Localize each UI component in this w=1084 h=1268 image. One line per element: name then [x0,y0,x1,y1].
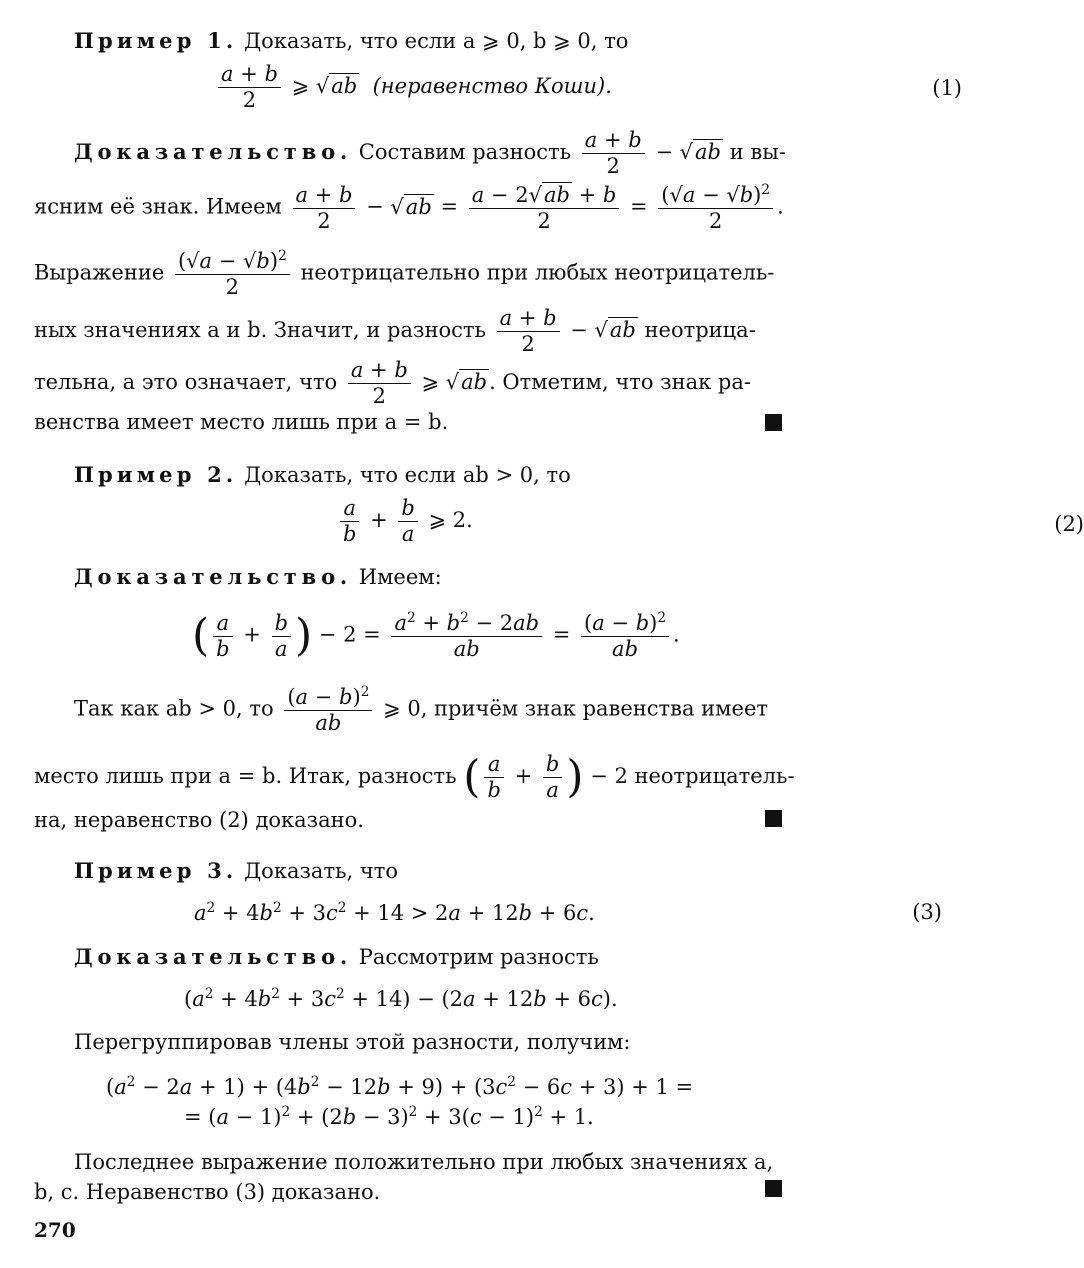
fraction: $\frac{(√a - √b)^2}{2}$ [175,248,290,300]
equation-number: (3) [912,900,942,924]
fraction: $\frac{b}{a}$ [398,496,417,547]
formula-1: $\frac{a + b}{2}$ ⩾ √ab (неравенство Коши). (1) [34,62,962,113]
text: Рассмотрим разность [358,945,599,969]
text: . Отметим, что знак ра- [489,370,751,395]
proof-1-line-5: тельна, а это означает, что $\frac{a + b}{2}$ ⩾ √ab. Отметим, что знак ра- [34,358,751,409]
text: b, c. Неравенство (3) доказано. [34,1180,381,1204]
formula-1-note: (неравенство Коши). [372,74,612,99]
proof-2-line-1 [34,684,822,736]
proof-3-heading [34,944,822,969]
equation-number: (2) [1054,512,1084,536]
example-1-intro: Доказать, что если a ⩾ 0, b ⩾ 0, то [244,29,629,53]
fraction: $\frac{a^2 + b^2 - 2ab}{ab}$ [391,610,542,662]
text: венства имеет место лишь при a = b. [34,410,449,434]
textbook-page [34,0,1084,1268]
fraction: $\frac{(√a - √b)^2}{2}$ [658,182,773,234]
text: Так как ab > 0, то [74,696,274,721]
qed-square-icon [765,414,782,431]
conclusion-line-1 [34,1150,822,1174]
proof-1-line-3 [34,248,782,300]
text: Составим разность [358,140,572,165]
text: неотрица- [644,318,756,343]
fraction: $\frac{b}{a}$ [543,752,562,803]
fraction: $\frac{b}{a}$ [272,611,291,662]
sqrt-expression: √ab [315,74,358,99]
proof-2-line-2: место лишь при a = b. Итак, разность ( $\frac{a}{b}$ + $\frac{b}{a}$ ) − 2 неотрицатель- [34,751,795,803]
text: Перегруппировав члены этой разности, получим: [74,1030,631,1054]
text: ясним её знак. Имеем [34,194,282,219]
sqrt-expression: √ab [445,370,488,395]
sqrt-expression: √ab [594,318,636,343]
fraction: $\frac{a + b}{2}$ [582,128,645,179]
proof-1-line-1: Доказательство. Составим разность $\frac{a + b}{2}$ − √ab и вы- [74,128,786,179]
text: Имеем: [358,565,442,589]
proof-label: Доказательство. [74,944,353,969]
example-3-intro: Доказать, что [244,859,398,883]
proof-1-line-4: ных значениях a и b. Значит, и разность $\frac{a + b}{2}$ − √ab неотрица- [34,306,756,357]
sqrt-expression: √ab [679,140,721,165]
example-2-heading [34,462,822,487]
proof-2-line-3 [34,808,782,832]
fraction: $\frac{(a - b)^2}{ab}$ [581,610,669,662]
conclusion-line-2 [34,1180,782,1204]
fraction: $\frac{a - 2√ab + b}{2}$ [469,183,620,234]
regroup-text [34,1030,822,1054]
text: место лишь при a = b. Итак, разность [34,764,457,789]
formula-3-difference: $(a^2 + 4b^2 + 3c^2 + 14) - (2a + 12b + 6c)$. [184,986,618,1011]
text: Выражение [34,260,165,285]
proof-1-line-2: ясним её знак. Имеем $\frac{a + b}{2}$ − √ab = $\frac{a - 2√ab + b}{2}$ = $\frac{(√a - √b)^2}{2}$ . [34,182,784,234]
text: и вы- [729,140,786,165]
formula-2-proof: ( $\frac{a}{b}$ + $\frac{b}{a}$ ) − 2 = $\frac{a^2 + b^2 - 2ab}{ab}$ = $\frac{(a - b)^2}{ab}$ . [192,610,680,662]
text: ных значениях a и b. Значит, и разность [34,318,486,343]
qed-square-icon [765,1180,782,1197]
example-1-heading [34,28,822,53]
text: − 2 неотрицатель- [590,764,795,789]
example-3-label: Пример 3. [74,858,238,883]
qed-square-icon [765,810,782,827]
equation-number: (1) [932,76,962,100]
text: неотрицательно при любых неотрицатель- [300,260,775,285]
page-number: 270 [34,1218,76,1242]
formula-3: $a^2 + 4b^2 + 3c^2 + 14 > 2a + 12b + 6c$. (3) [194,900,942,925]
example-1-label: Пример 1. [74,28,238,53]
example-2-label: Пример 2. [74,462,238,487]
proof-label: Доказательство. [74,564,353,589]
fraction: $\frac{a}{b}$ [484,752,503,803]
example-3-heading [34,858,822,883]
text: ⩾ 0, причём знак равенства имеет [383,696,768,721]
text: Последнее выражение положительно при любых значениях a, [74,1150,774,1174]
fraction: $\frac{a + b}{2}$ [218,62,281,113]
example-2-intro: Доказать, что если ab > 0, то [244,463,571,487]
fraction: $\frac{a + b}{2}$ [293,183,356,234]
fraction: $\frac{a}{b}$ [213,611,232,662]
proof-2-heading [34,564,822,589]
formula-3-regrouped-line-2: = $(a - 1)^2 + (2b - 3)^2 + 3(c - 1)^2 + 1$. [184,1104,594,1129]
proof-1-line-6 [34,410,782,434]
fraction: $\frac{a + b}{2}$ [348,358,411,409]
text: тельна, а это означает, что [34,370,338,395]
fraction: $\frac{(a - b)^2}{ab}$ [284,684,372,736]
sqrt-expression: √ab [390,194,432,219]
proof-label: Доказательство. [74,139,353,165]
fraction: $\frac{a}{b}$ [340,496,359,547]
fraction: $\frac{a + b}{2}$ [497,306,560,357]
formula-3-regrouped-line-1: $(a^2 - 2a + 1) + (4b^2 - 12b + 9) + (3c^2 - 6c + 3) + 1$ = [106,1074,694,1099]
formula-2: $\frac{a}{b}$ + $\frac{b}{a}$ ⩾ 2. (2) [34,496,1084,547]
text: на, неравенство (2) доказано. [34,808,364,832]
